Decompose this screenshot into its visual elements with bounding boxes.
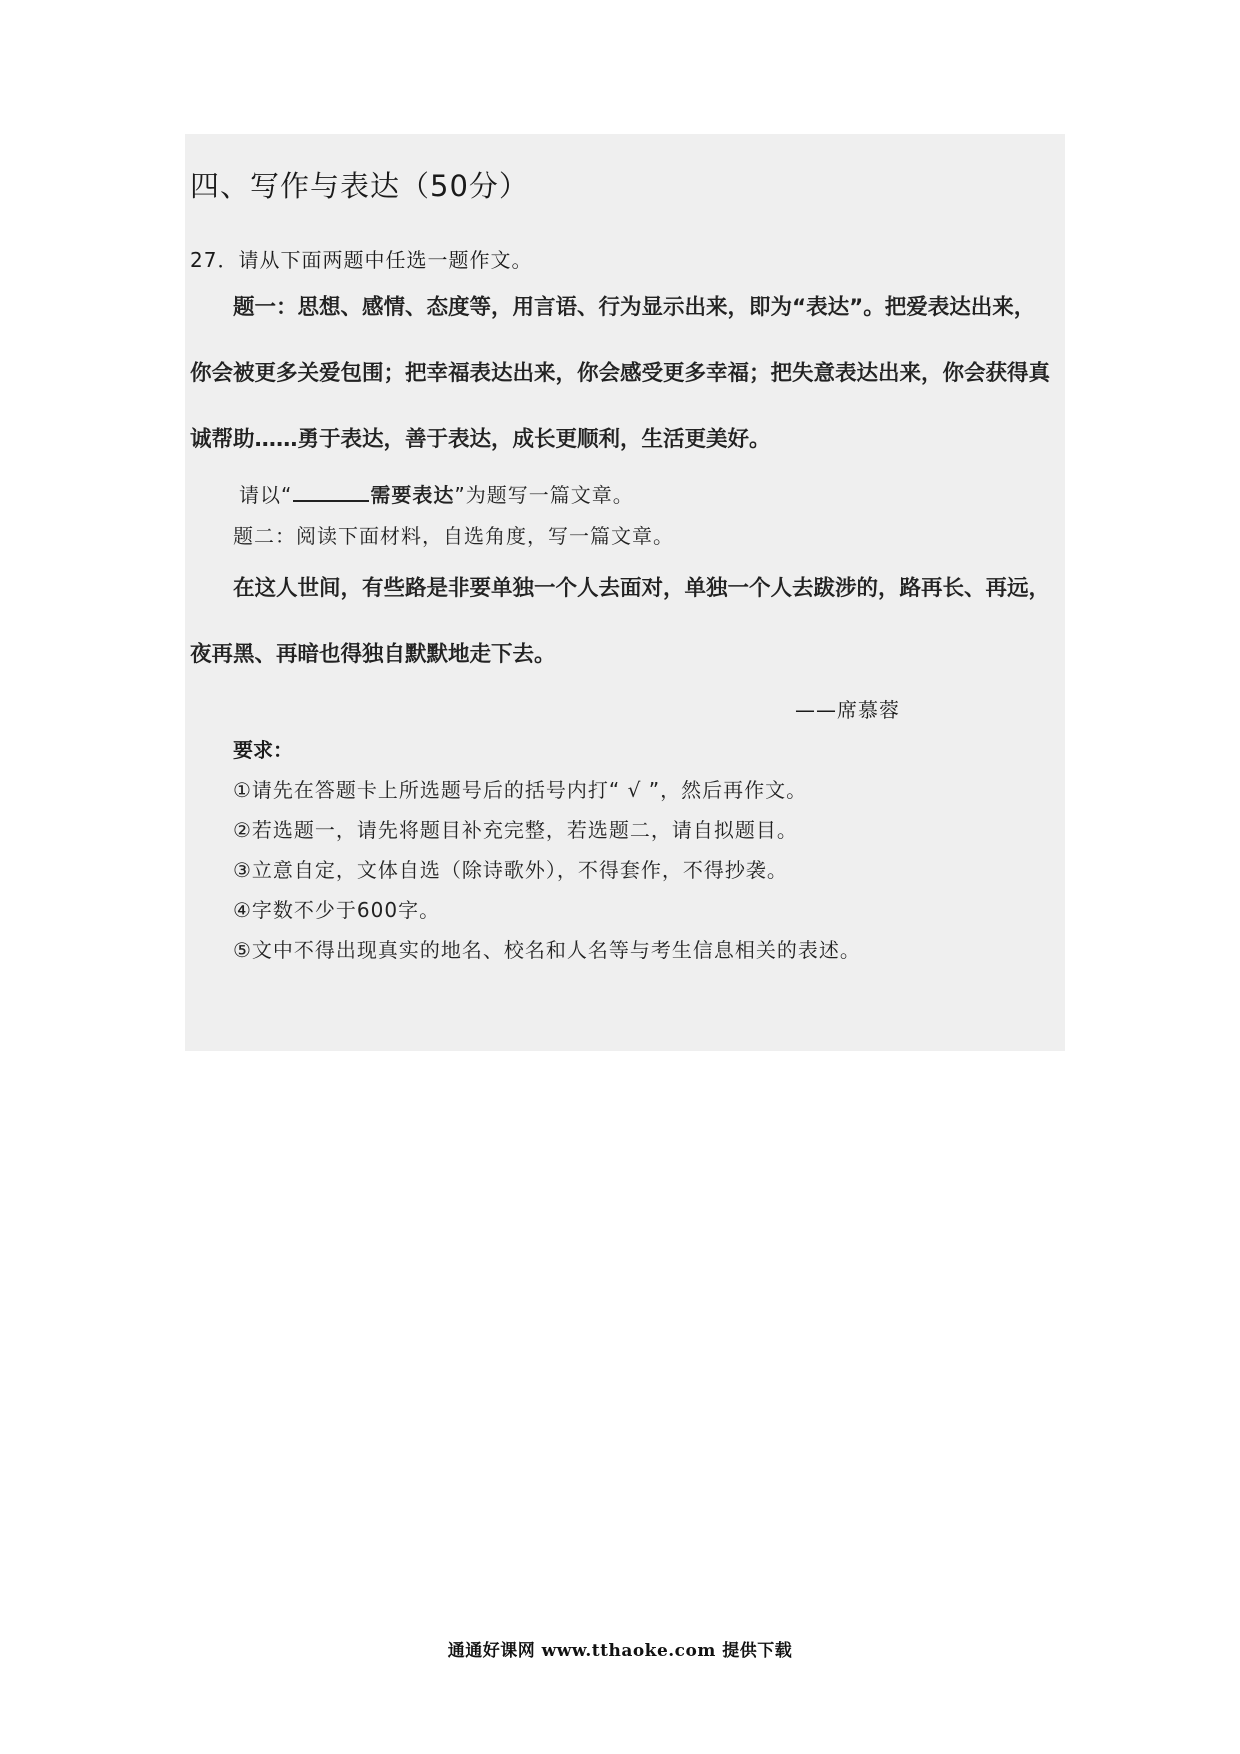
requirements-heading: 要求： [233,738,293,762]
requirement-item: ②若选题一，请先将题目补充完整，若选题二，请自拟题目。 [233,818,798,842]
topic2-intro: 题二：阅读下面材料，自选角度，写一篇文章。 [233,524,674,548]
topic1-prompt [239,479,634,508]
page-footer: 通通好课网 www.tthaoke.com 提供下载 [447,1641,793,1661]
requirement-item: ③立意自定，文体自选（除诗歌外），不得套作，不得抄袭。 [233,858,788,882]
exam-question-panel [185,134,1065,1051]
title-blank [293,480,369,502]
topic1-line-2: 你会被更多关爱包围；把幸福表达出来，你会感受更多幸福；把失意表达出来，你会获得真 [190,361,1051,386]
topic2-line-1: 在这人世间，有些路是非要单独一个人去面对，单独一个人去跋涉的，路再长、再远， [233,576,1051,601]
requirement-item: ①请先在答题卡上所选题号后的括号内打“ √ ”，然后再作文。 [233,778,808,802]
topic2-line-2: 夜再黑、再暗也得独自默默地走下去。 [190,642,556,667]
requirement-item: ⑤文中不得出现真实的地名、校名和人名等与考生信息相关的表述。 [233,938,861,962]
quote-attribution: ——席慕蓉 [795,698,900,722]
topic1-prompt-prefix: 请以“ [239,483,293,507]
topic1-line-3: 诚帮助……勇于表达，善于表达，成长更顺利，生活更美好。 [190,427,771,452]
section-title: 四、写作与表达（50分） [190,169,529,203]
question-stem: 27．请从下面两题中任选一题作文。 [190,248,533,272]
requirement-item: ④字数不少于600字。 [233,898,441,922]
topic1-line-1: 题一：思想、感情、态度等，用言语、行为显示出来，即为“表达”。把爱表达出来， [233,295,1036,320]
topic1-prompt-title: 需要表达 [370,483,455,507]
topic1-prompt-suffix: ”为题写一篇文章。 [454,483,634,507]
